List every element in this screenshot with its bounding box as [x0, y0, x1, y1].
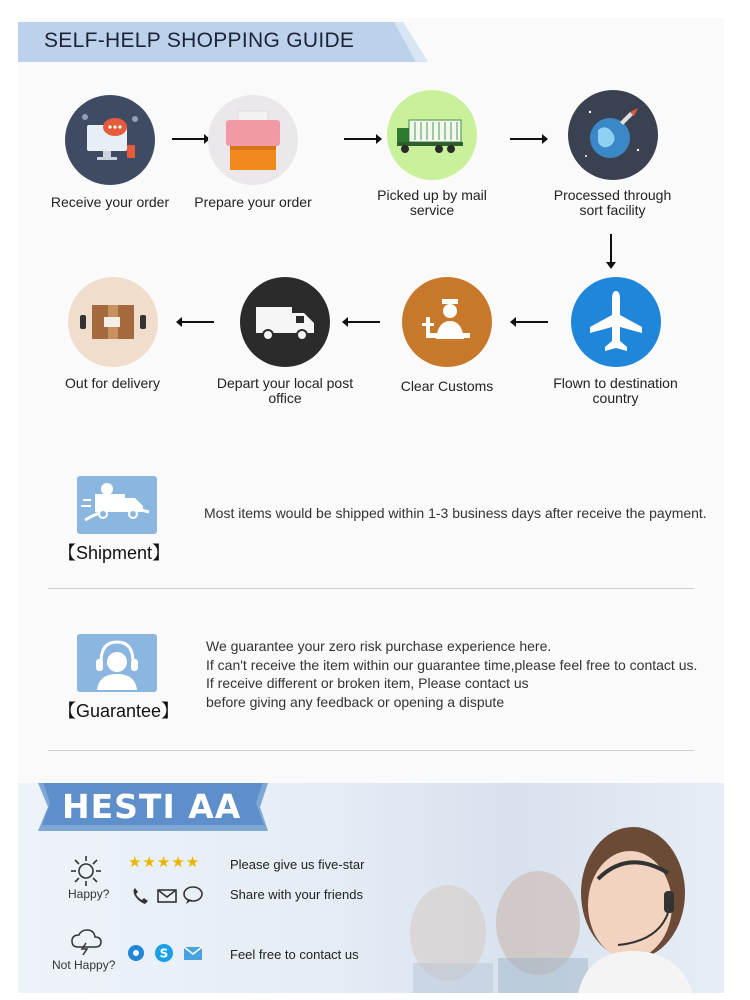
step-clear-customs [392, 277, 502, 394]
mail-icon [156, 885, 178, 905]
step-label: Depart your local post office [216, 375, 354, 406]
step-receive-order [40, 95, 180, 210]
step-sort-facility [545, 90, 680, 218]
arrow-right-icon [508, 132, 548, 146]
step-label: Receive your order [50, 194, 170, 210]
share-text: Share with your friends [230, 887, 363, 902]
step-label: Picked up by mail service [377, 187, 487, 218]
sun-icon [70, 855, 102, 887]
page-title: SELF-HELP SHOPPING GUIDE [44, 29, 355, 52]
step-label: Out for delivery [65, 375, 160, 391]
customs-officer-icon [402, 277, 492, 367]
guarantee-line: before giving any feedback or opening a dispute [206, 693, 505, 710]
shipment-caption: 【Shipment】 [58, 543, 171, 563]
airplane-icon [571, 277, 661, 367]
step-label: Processed through sort facility [553, 187, 672, 218]
step-depart-post-office [215, 277, 355, 406]
guarantee-line: We guarantee your zero risk purchase experience here. [206, 638, 552, 654]
not-happy-label: Not Happy? [52, 958, 116, 972]
step-out-for-delivery [50, 277, 175, 391]
guarantee-text [206, 637, 697, 711]
delivery-van-icon [240, 277, 330, 367]
step-label: Clear Customs [400, 378, 494, 394]
contact-text: Feel free to contact us [230, 947, 359, 962]
messenger-icon [126, 943, 146, 963]
guarantee-line: If receive different or broken item, Please contact us [206, 675, 529, 691]
happy-label: Happy? [68, 887, 110, 901]
shipment-text: Most items would be shipped within 1-3 business days after receive the payment. [204, 505, 707, 521]
svg-text:S: S [159, 946, 169, 961]
container-truck-icon [387, 90, 477, 180]
globe-rocket-icon [568, 90, 658, 180]
phone-icon [130, 885, 152, 905]
package-box-icon [68, 277, 158, 367]
arrow-left-icon [176, 315, 216, 329]
guarantee-line: If can't receive the item within our guarantee time,please feel free to contact us. [206, 656, 698, 673]
guide-header [18, 22, 428, 62]
email-envelope-icon [182, 943, 204, 963]
step-prepare-order [188, 95, 318, 210]
divider [48, 750, 694, 751]
brand-name: HESTI AA [62, 787, 242, 826]
printer-box-icon [208, 95, 298, 185]
headset-support-icon [77, 634, 157, 692]
arrow-left-icon [510, 315, 550, 329]
skype-icon [153, 942, 175, 964]
storm-cloud-icon [70, 929, 104, 955]
five-star-rating: ★★★★★ [128, 854, 201, 871]
guarantee-caption: 【Guarantee】 [58, 701, 180, 721]
shipment-truck-icon [77, 476, 157, 534]
step-label: Flown to destination country [553, 375, 678, 406]
five-star-text: Please give us five-star [230, 857, 365, 872]
step-flown [548, 277, 683, 406]
step-picked-up [372, 90, 492, 218]
store-banner [18, 783, 724, 993]
step-label: Prepare your order [194, 194, 312, 210]
divider [48, 588, 694, 589]
arrow-down-icon [604, 232, 618, 270]
monitor-chat-icon [65, 95, 155, 185]
chat-icon [182, 885, 204, 905]
